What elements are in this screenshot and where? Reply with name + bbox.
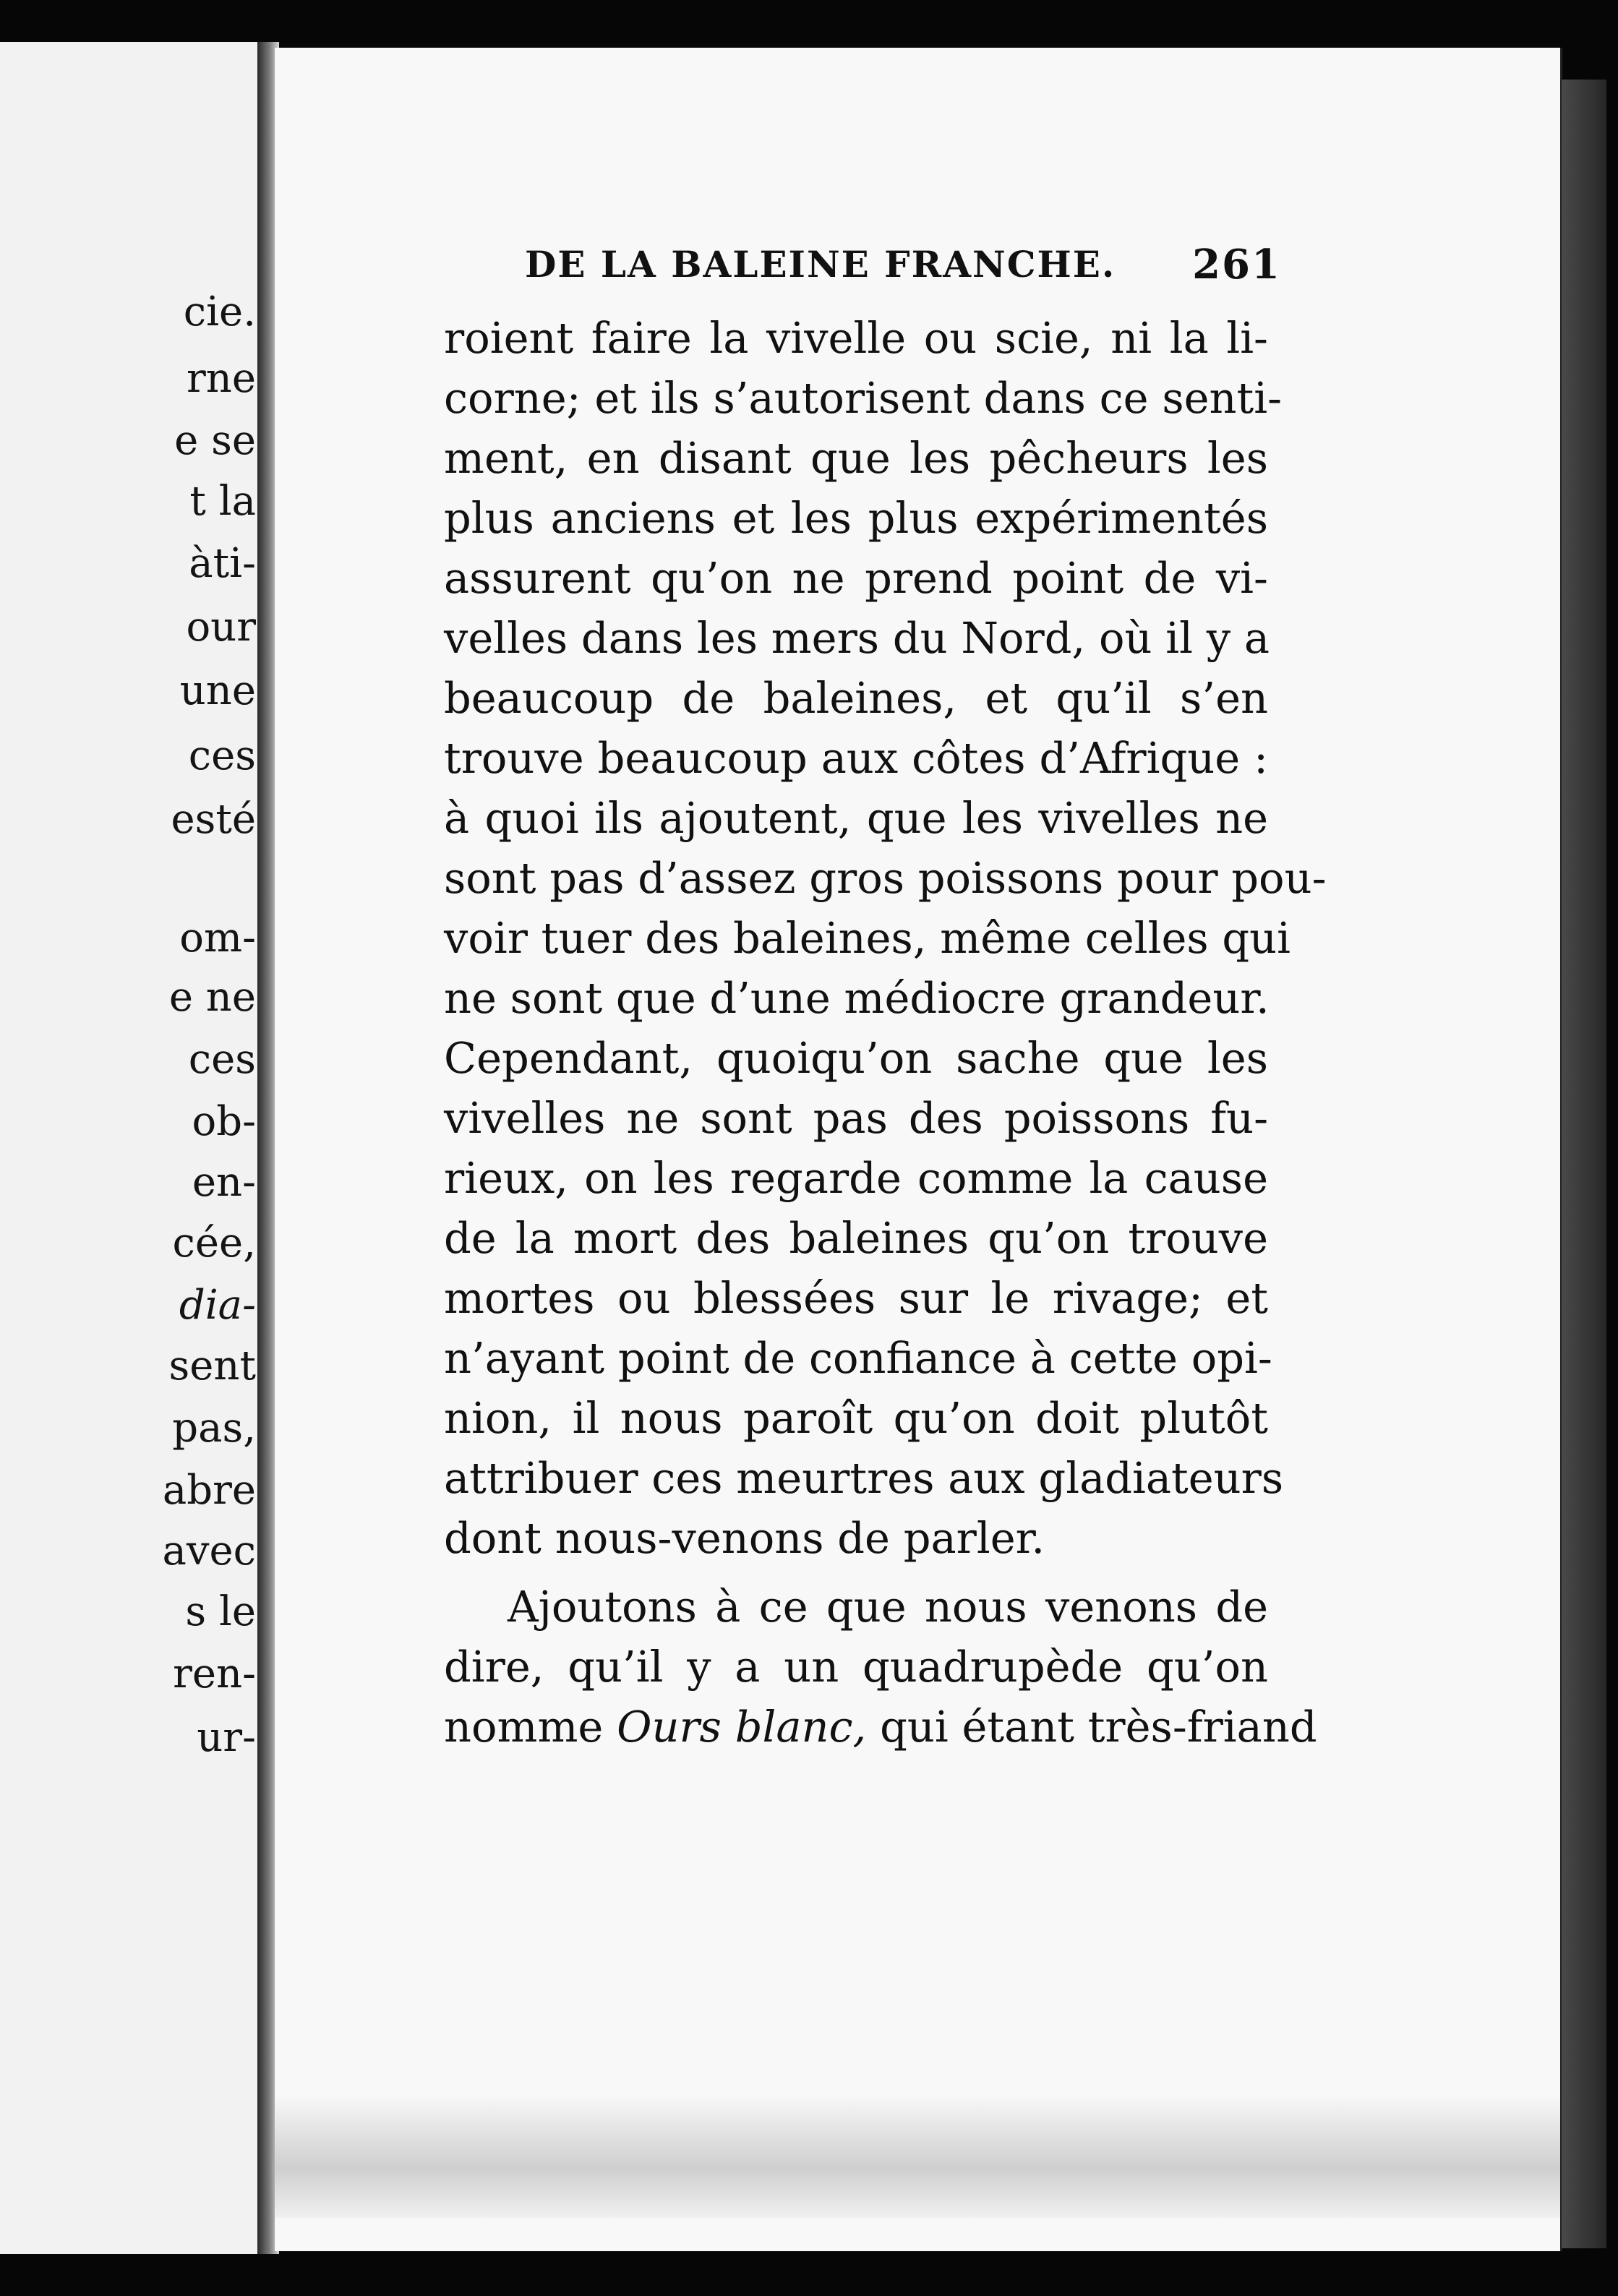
left-page-line: our — [186, 604, 256, 651]
text-line: ne sont que d’une médiocre grandeur. — [444, 973, 1270, 1023]
left-page-line: ob- — [192, 1098, 256, 1145]
text-run: qui étant très-friand — [866, 1702, 1317, 1752]
left-page-line: ces — [188, 732, 256, 779]
left-page-line: une — [179, 667, 256, 714]
text-line: dire, qu’il y a un quadrupède qu’on — [444, 1642, 1268, 1692]
text-line: voir tuer des baleines, même celles qui — [444, 913, 1291, 963]
text-line: plus anciens et les plus expérimentés — [444, 493, 1268, 543]
page-number: 261 — [1192, 241, 1281, 288]
running-head-title: DE LA BALEINE FRANCHE. — [525, 243, 1116, 286]
left-page-line: avec — [162, 1528, 256, 1575]
text-line: n’ayant point de confiance à cette opi- — [444, 1333, 1272, 1383]
text-line: sont pas d’assez gros poissons pour pou- — [444, 853, 1327, 903]
left-page-line: ces — [188, 1036, 256, 1083]
left-page-fragment — [0, 42, 273, 2254]
text-line: dont nous-venons de parler. — [444, 1513, 1045, 1563]
left-page-line: e ne — [168, 974, 256, 1021]
text-line: corne; et ils s’autorisent dans ce senti- — [444, 373, 1283, 423]
text-line: rieux, on les regarde comme la cause — [444, 1153, 1268, 1203]
text-line: vivelles ne sont pas des poissons fu- — [444, 1093, 1268, 1143]
italic-term: Ours blanc, — [617, 1702, 867, 1752]
text-line: Ajoutons à ce que nous venons de — [508, 1582, 1268, 1632]
left-page-line: ur- — [197, 1714, 256, 1761]
left-page-line: ren- — [173, 1650, 256, 1697]
left-page-line: s le — [185, 1588, 256, 1635]
left-page-line: esté — [171, 796, 256, 843]
right-page-text-block — [444, 237, 1327, 1757]
paragraph-1 — [444, 308, 1327, 1568]
page-bottom-band — [275, 2095, 1560, 2218]
text-line: attribuer ces meurtres aux gladiateurs — [444, 1453, 1284, 1503]
text-line: assurent qu’on ne prend point de vi- — [444, 553, 1268, 603]
text-line: Cependant, quoiqu’on sache que les — [444, 1033, 1268, 1083]
running-head — [444, 237, 1281, 292]
left-page-line: sent — [168, 1342, 256, 1389]
text-line-with-italic — [444, 1697, 1317, 1757]
left-page-line: t la — [189, 478, 256, 525]
left-page-line: dia- — [179, 1282, 256, 1329]
left-page-line: pas, — [172, 1405, 256, 1452]
left-page-line: cie. — [183, 288, 256, 335]
text-line: roient faire la vivelle ou scie, ni la li- — [444, 313, 1268, 363]
text-line: trouve beaucoup aux côtes d’Afrique : — [444, 733, 1268, 783]
text-line: de la mort des baleines qu’on trouve — [444, 1213, 1268, 1263]
text-line: nion, il nous paroît qu’on doit plutôt — [444, 1393, 1268, 1443]
text-line: velles dans les mers du Nord, où il y a — [444, 613, 1270, 663]
left-page-line: rne — [187, 355, 256, 402]
text-line: mortes ou blessées sur le rivage; et — [444, 1273, 1268, 1323]
text-run: nomme — [444, 1702, 617, 1752]
left-page-line: om- — [179, 914, 256, 961]
paragraph-2 — [444, 1577, 1317, 1757]
left-page-line: àti- — [189, 540, 256, 587]
left-page-line: e se — [174, 417, 256, 464]
page-edge-strip — [1562, 80, 1606, 2248]
text-line: beaucoup de baleines, et qu’il s’en — [444, 673, 1268, 723]
left-page-line: en- — [192, 1159, 256, 1206]
left-page-line: abre — [162, 1467, 256, 1514]
text-line: à quoi ils ajoutent, que les vivelles ne — [444, 793, 1268, 843]
left-page-line: cée, — [172, 1220, 256, 1267]
text-line: ment, en disant que les pêcheurs les — [444, 433, 1268, 483]
